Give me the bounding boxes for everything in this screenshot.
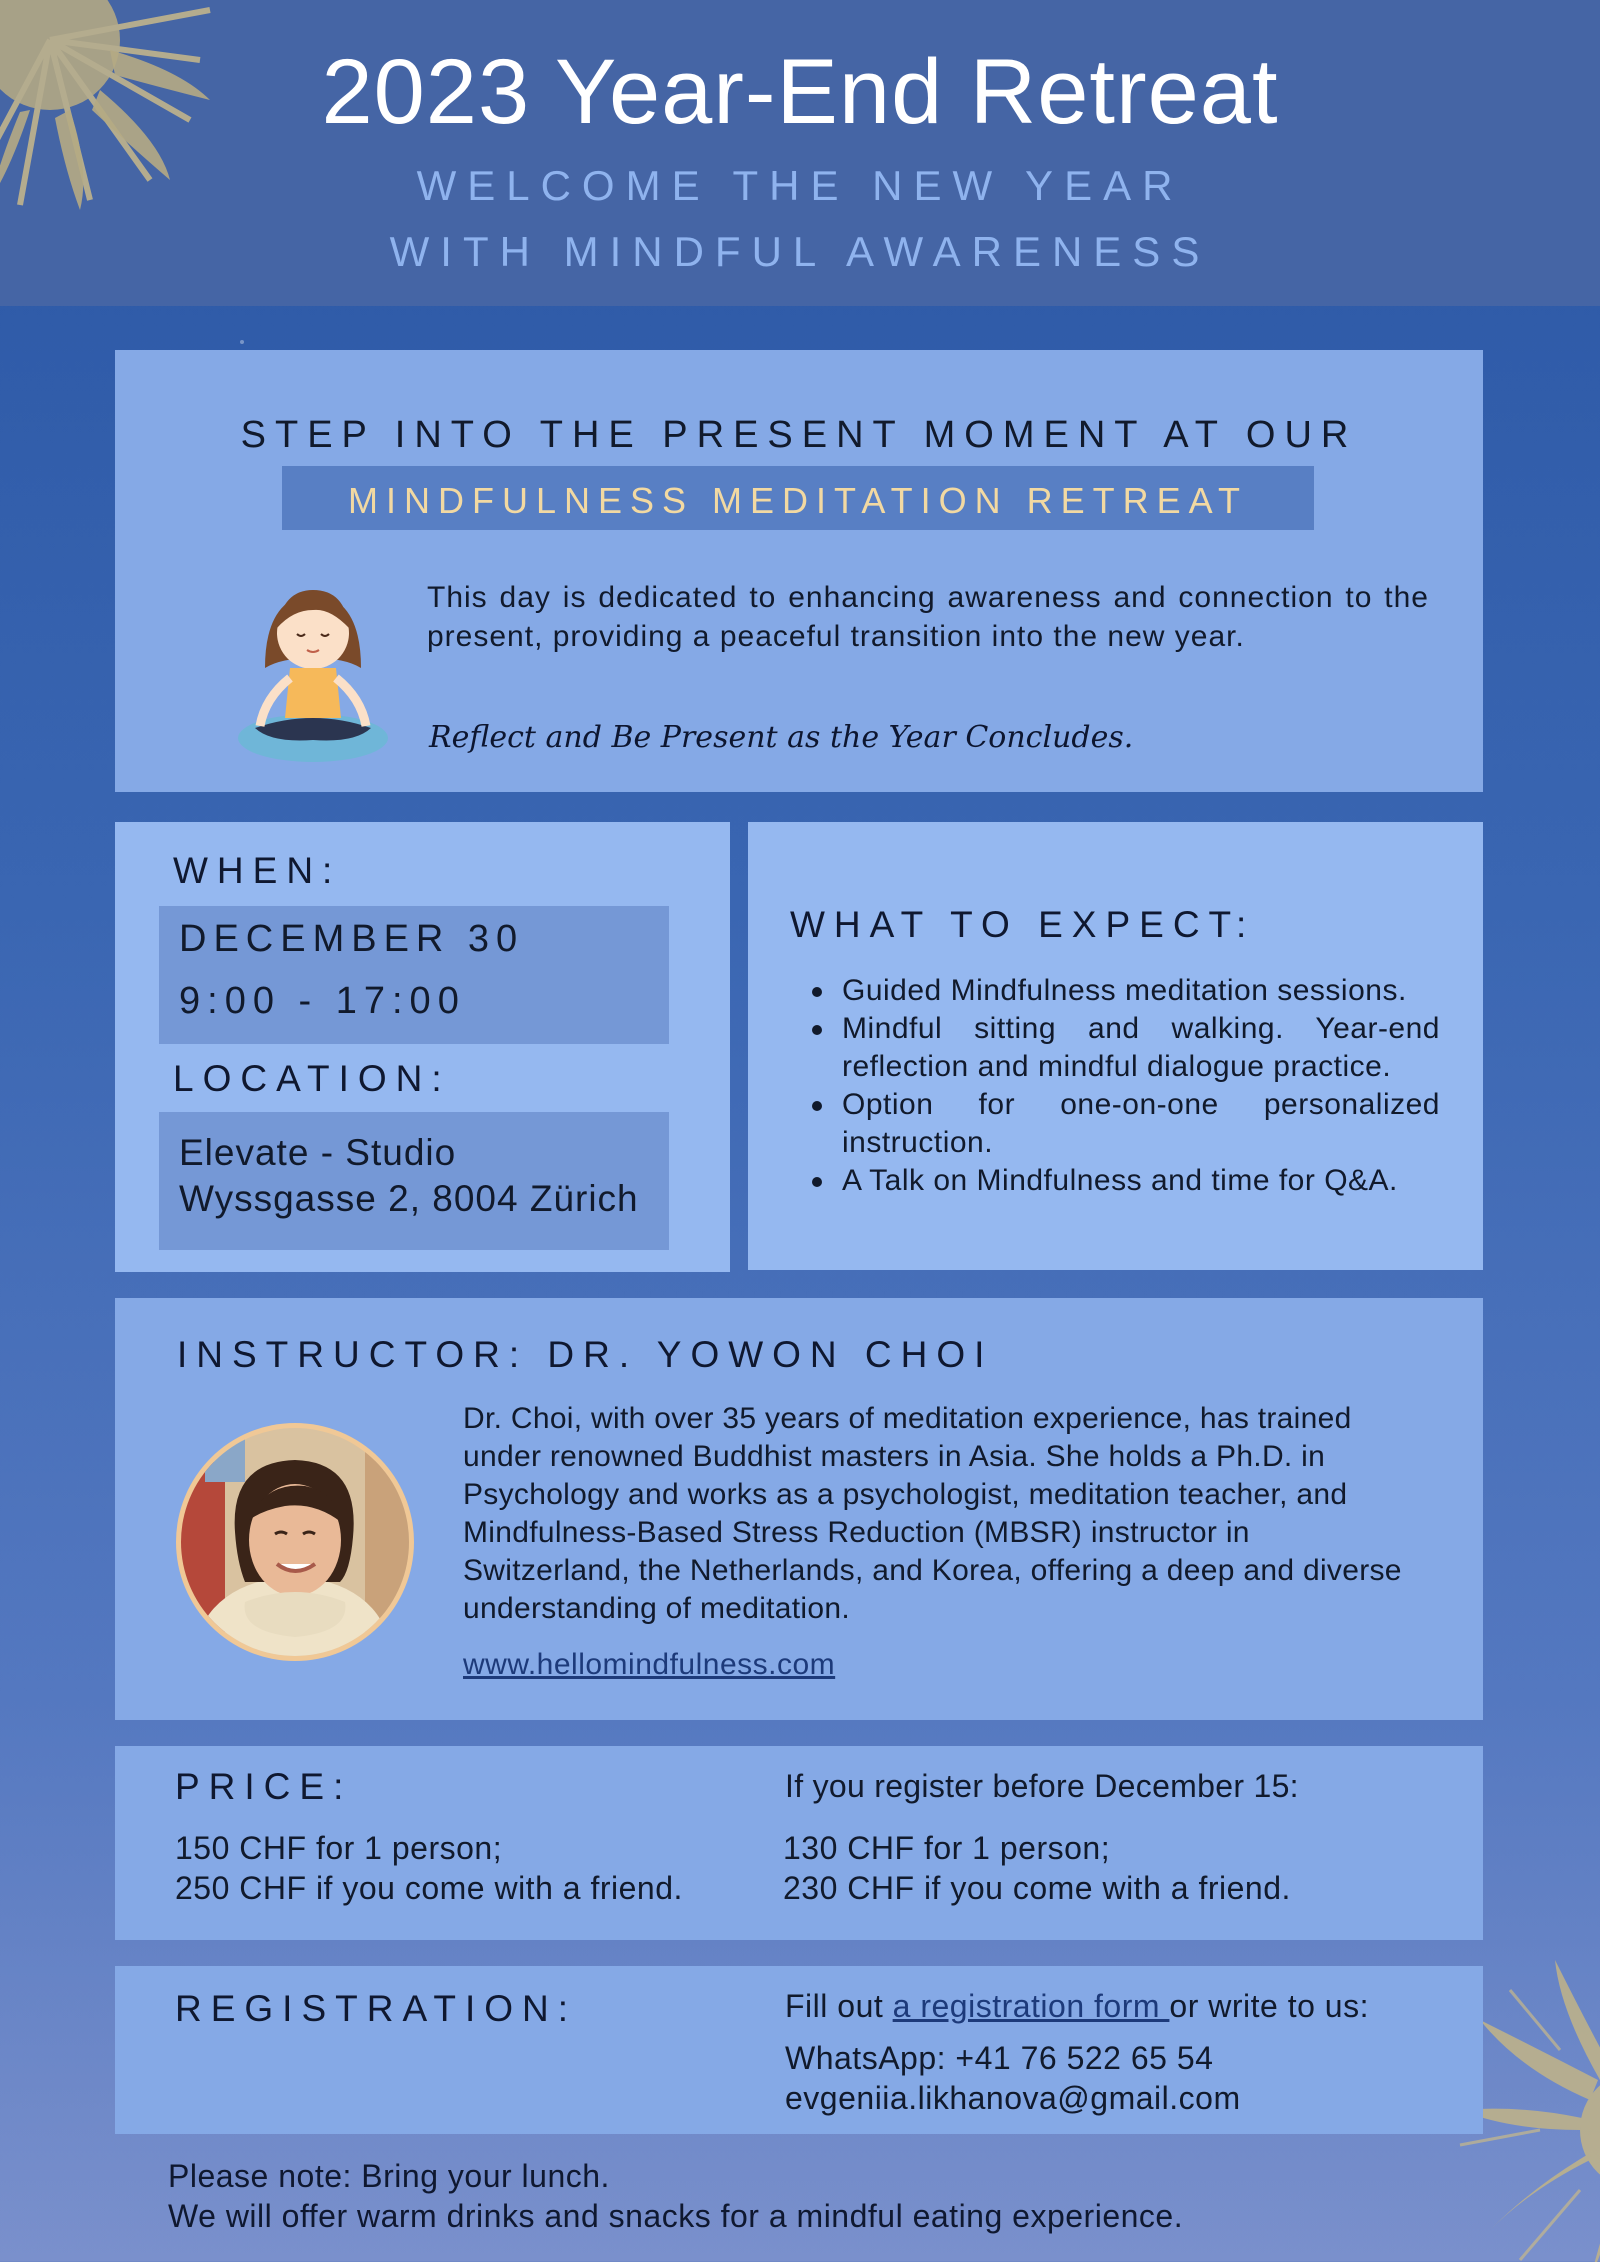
event-date: DECEMBER 30 bbox=[179, 918, 525, 960]
price-label: PRICE: bbox=[175, 1766, 353, 1807]
early-bird-price bbox=[783, 1828, 1291, 1908]
intro-heading: STEP INTO THE PRESENT MOMENT AT OUR bbox=[240, 414, 1358, 456]
intro-description: This day is dedicated to enhancing awareness and connection to the present, providing a peaceful transition into the new year. bbox=[427, 581, 1429, 653]
intro-highlight-banner bbox=[282, 466, 1314, 530]
registration-suffix: or write to us: bbox=[1169, 1988, 1369, 2024]
registration-instructions bbox=[785, 1988, 1369, 2025]
registration-label: REGISTRATION: bbox=[175, 1988, 578, 2029]
expect-list bbox=[810, 972, 1440, 1200]
what-to-expect-card bbox=[748, 822, 1483, 1270]
intro-tagline: Reflect and Be Present as the Year Concludes. bbox=[429, 720, 1134, 755]
early-bird-heading: If you register before December 15: bbox=[785, 1768, 1299, 1804]
instructor-label: INSTRUCTOR: DR. YOWON CHOI bbox=[177, 1334, 994, 1375]
meditating-girl-icon bbox=[235, 558, 390, 768]
subtitle-line-2: WITH MINDFUL AWARENESS bbox=[389, 228, 1211, 275]
regular-price-single: 150 CHF for 1 person; bbox=[175, 1830, 503, 1866]
instructor-bio: Dr. Choi, with over 35 years of meditation experience, has trained under renowned Buddhist masters in Asia. She holds a Ph.D. in Psychology and works as a psychologist, meditation teacher, and Mindfulness-Based Stress Reduction (MBSR) instructor in Switzerland, the Netherlands, and Korea, offering a deep and diverse understanding of meditation. bbox=[463, 1402, 1402, 1625]
list-item: Mindful sitting and walking. Year-end reflection and mindful dialogue practice. bbox=[810, 1010, 1440, 1086]
subtitle-line-1: WELCOME THE NEW YEAR bbox=[416, 162, 1184, 209]
footer-note-line-1: Please note: Bring your lunch. bbox=[168, 2158, 610, 2194]
page-title: 2023 Year-End Retreat bbox=[321, 41, 1279, 143]
regular-price bbox=[175, 1828, 683, 1908]
when-box bbox=[159, 906, 669, 1044]
instructor-photo bbox=[175, 1422, 415, 1662]
intro-card bbox=[115, 350, 1483, 792]
registration-form-link[interactable]: a registration form bbox=[892, 1988, 1170, 2024]
instructor-website-link[interactable]: www.hellomindfulness.com bbox=[463, 1648, 836, 1681]
footer-note-line-2: We will offer warm drinks and snacks for a mindful eating experience. bbox=[168, 2198, 1184, 2234]
early-price-single: 130 CHF for 1 person; bbox=[783, 1830, 1111, 1866]
registration-prefix: Fill out bbox=[785, 1988, 893, 2024]
when-label: WHEN: bbox=[173, 850, 342, 891]
location-box bbox=[159, 1112, 669, 1250]
footer-note bbox=[168, 2156, 1183, 2236]
price-card bbox=[115, 1746, 1483, 1940]
regular-price-pair: 250 CHF if you come with a friend. bbox=[175, 1870, 683, 1906]
early-price-pair: 230 CHF if you come with a friend. bbox=[783, 1870, 1291, 1906]
when-location-card bbox=[115, 822, 730, 1272]
location-label: LOCATION: bbox=[173, 1058, 451, 1099]
instructor-card bbox=[115, 1298, 1483, 1720]
intro-subheading: MINDFULNESS MEDITATION RETREAT bbox=[347, 480, 1249, 521]
location-address: Wyssgasse 2, 8004 Zürich bbox=[179, 1178, 639, 1219]
email-contact: evgeniia.likhanova@gmail.com bbox=[785, 2080, 1241, 2116]
list-item: Option for one-on-one personalized instruction. bbox=[810, 1086, 1440, 1162]
list-item: A Talk on Mindfulness and time for Q&A. bbox=[810, 1162, 1440, 1200]
location-name: Elevate - Studio bbox=[179, 1132, 457, 1173]
whatsapp-contact: WhatsApp: +41 76 522 65 54 bbox=[785, 2040, 1214, 2076]
list-item: Guided Mindfulness meditation sessions. bbox=[810, 972, 1440, 1010]
registration-card bbox=[115, 1966, 1483, 2134]
event-time: 9:00 - 17:00 bbox=[179, 980, 466, 1022]
expect-label: WHAT TO EXPECT: bbox=[790, 904, 1256, 945]
